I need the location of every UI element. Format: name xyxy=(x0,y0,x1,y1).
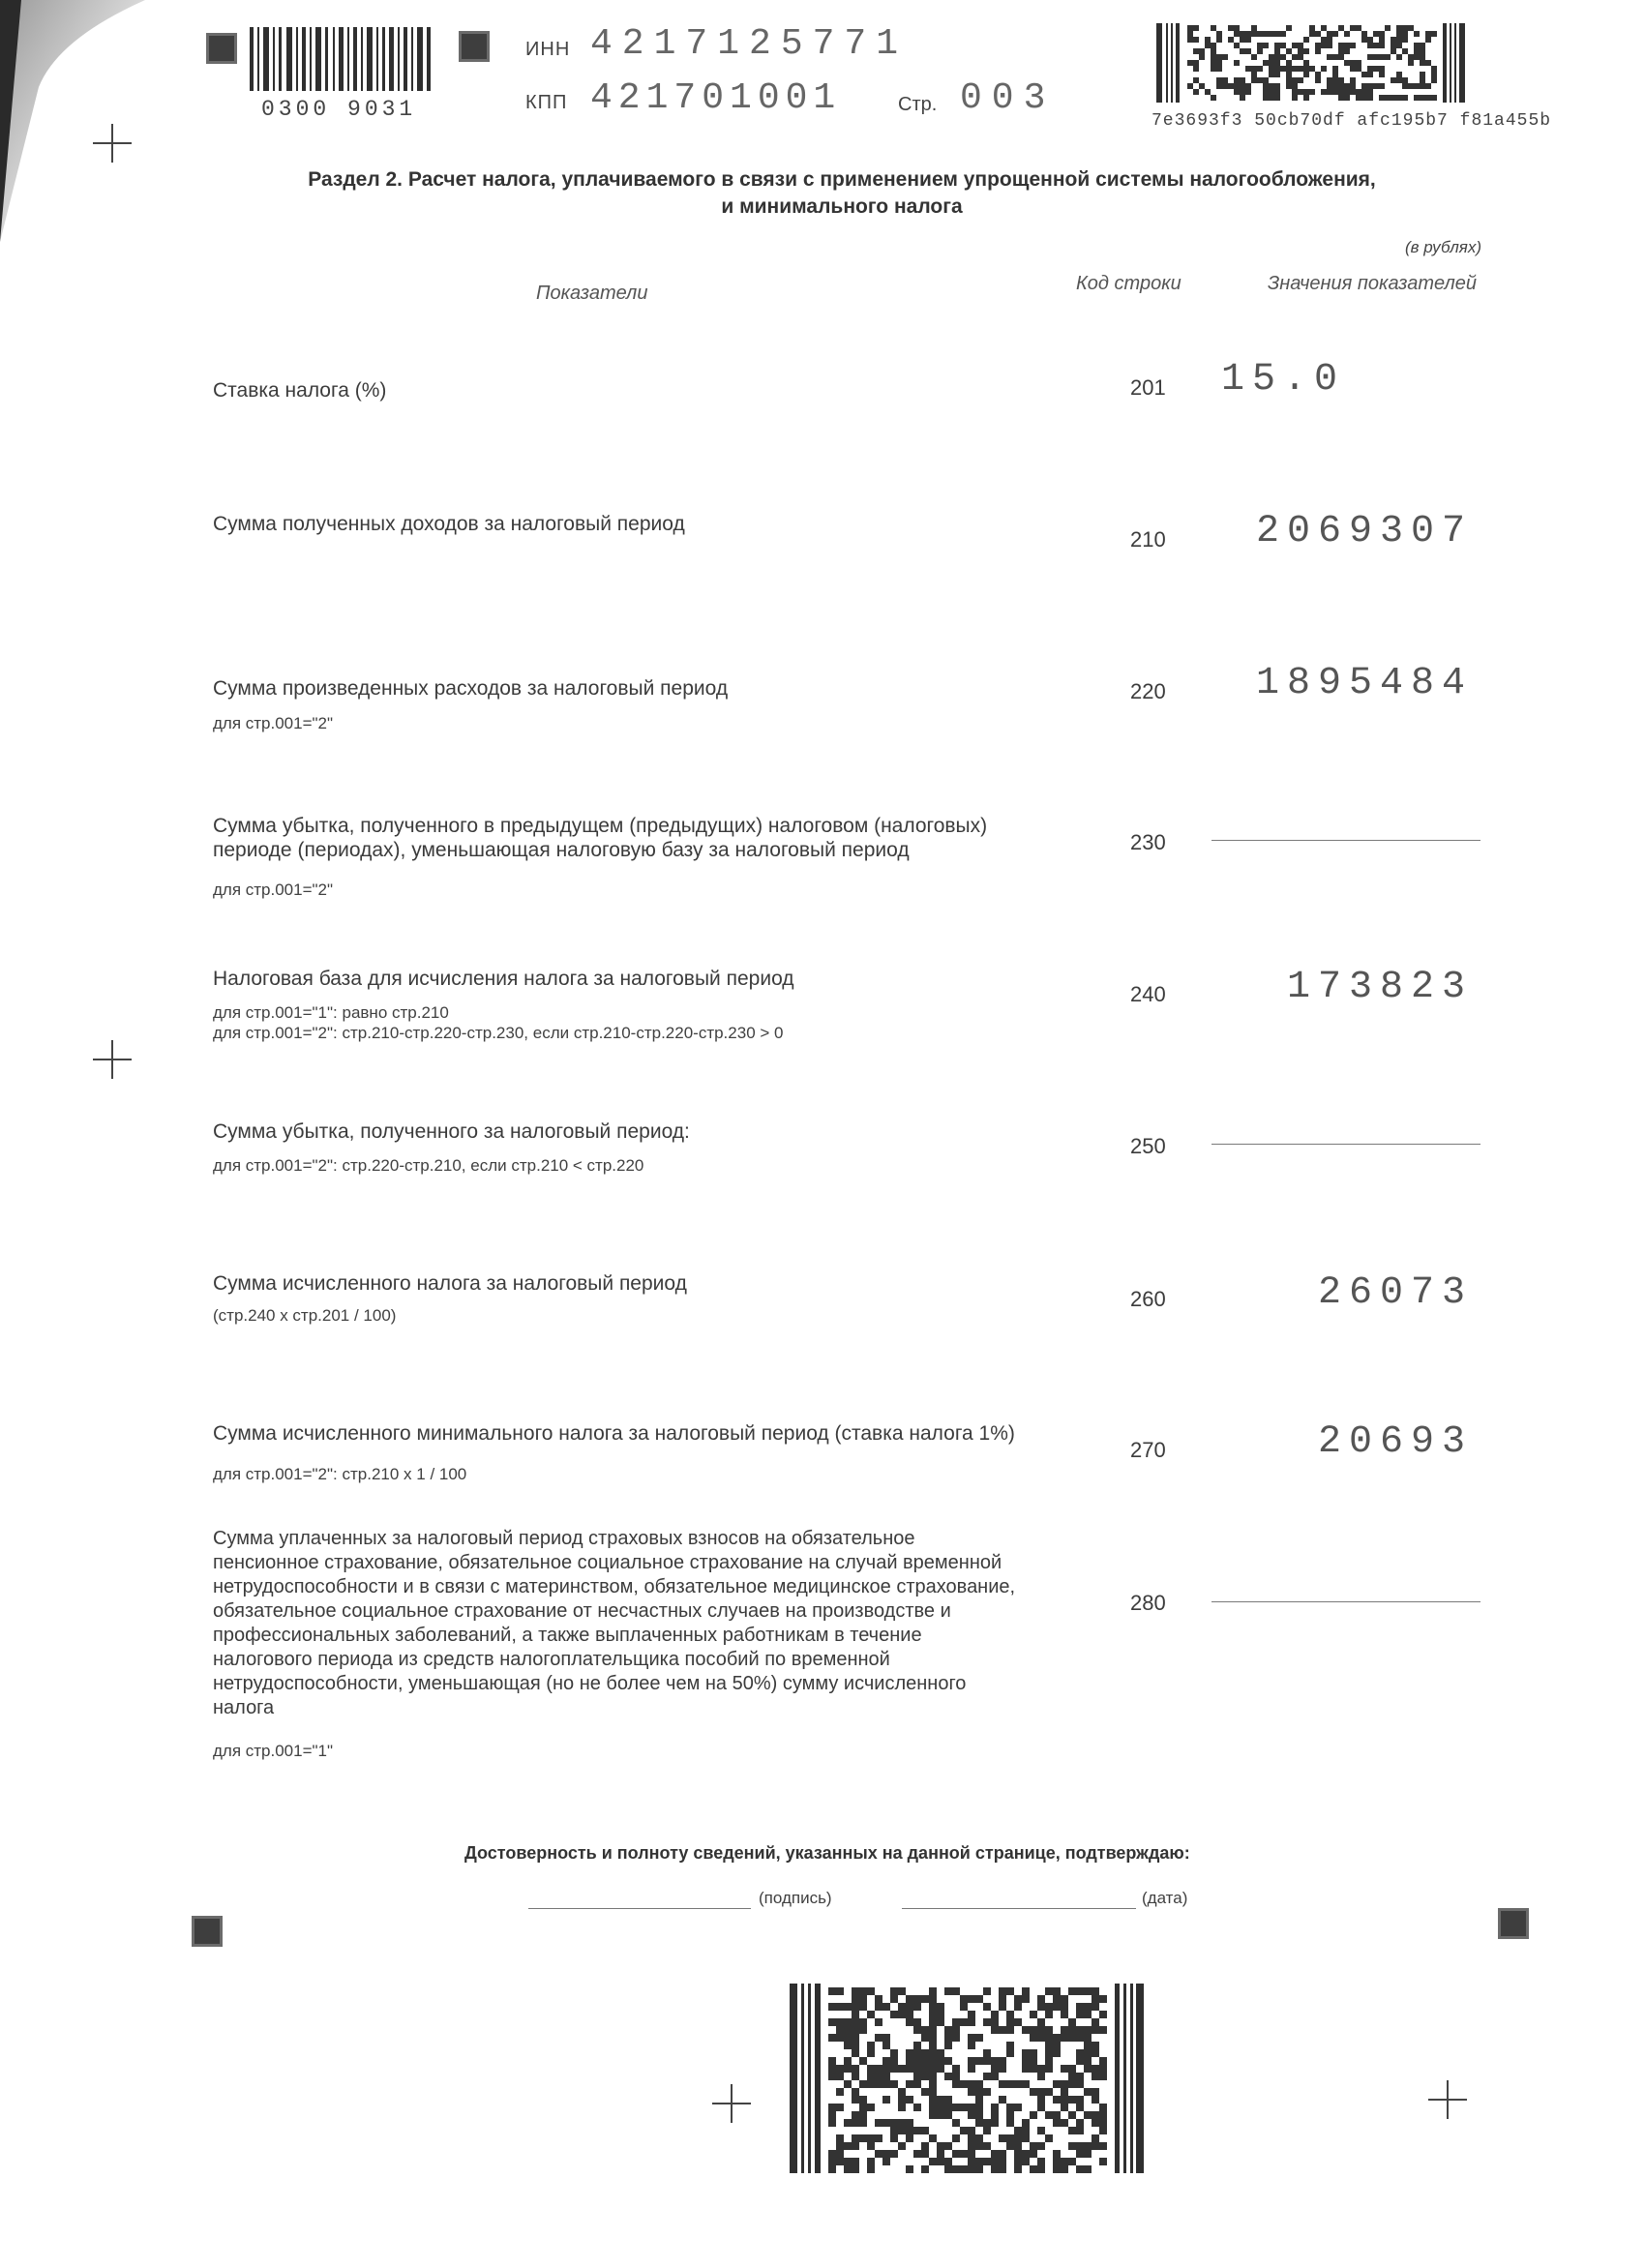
registration-cross-top-left xyxy=(93,124,132,163)
registration-cross-bottom-right xyxy=(1428,2080,1467,2119)
row-230-title: Сумма убытка, полученного в предыдущем (предыдущих) налоговом (налоговых) xyxy=(213,815,988,837)
row-260-value: 26073 xyxy=(1317,1271,1473,1315)
section-title xyxy=(174,166,1510,221)
row-250-note: для стр.001="2": стр.220-стр.210, если стр.210 < стр.220 xyxy=(213,1156,644,1175)
column-header-code: Код строки xyxy=(1076,273,1181,294)
signature-line xyxy=(528,1908,751,1909)
row-210-title: Сумма полученных доходов за налоговый период xyxy=(213,513,685,535)
row-250-code: 250 xyxy=(1130,1134,1166,1158)
barcode-2d-bottom xyxy=(790,1984,1144,2173)
row-201-title: Ставка налога (%) xyxy=(213,379,387,402)
row-260-title: Сумма исчисленного налога за налоговый период xyxy=(213,1272,687,1295)
section-title-line2: и минимального налога xyxy=(721,195,963,218)
row-220-note: для стр.001="2" xyxy=(213,714,334,732)
row-240-note-2: для стр.001="2": стр.210-стр.220-стр.230, если стр.210-стр.220-стр.230 > 0 xyxy=(213,1024,784,1042)
row-280-line: обязательное социальное страхование от несчастных случаев на производстве и xyxy=(213,1600,951,1622)
barcode-top-left xyxy=(250,27,434,91)
row-280-note: для стр.001="1" xyxy=(213,1742,334,1760)
row-280-line: нетрудоспособности и в связи с материнством, обязательное медицинское страхование, xyxy=(213,1576,1016,1597)
inn-value xyxy=(590,23,908,65)
kpp-value: 421701001 xyxy=(590,77,842,119)
date-label: (дата) xyxy=(1142,1889,1188,1907)
row-260-code: 260 xyxy=(1130,1287,1166,1311)
alignment-square-bottom-left xyxy=(192,1916,223,1947)
row-230-note: для стр.001="2" xyxy=(213,880,334,899)
row-250-empty-value xyxy=(1211,1144,1480,1145)
alignment-square-bottom-right xyxy=(1498,1908,1529,1939)
confirmation-text: Достоверность и полноту сведений, указанных на данной странице, подтверждаю: xyxy=(464,1843,1190,1863)
row-201-code: 201 xyxy=(1130,375,1166,400)
row-220-code: 220 xyxy=(1130,679,1166,703)
row-260-note: (стр.240 х стр.201 / 100) xyxy=(213,1306,397,1325)
alignment-square-top-center xyxy=(459,31,490,62)
row-240-title: Налоговая база для исчисления налога за налоговый период xyxy=(213,968,794,990)
row-280-code: 280 xyxy=(1130,1591,1166,1615)
row-280-empty-value xyxy=(1211,1601,1480,1602)
signature-label: (подпись) xyxy=(759,1889,832,1907)
row-201-value: 15.0 xyxy=(1221,358,1346,402)
row-280-line: пенсионное страхование, обязательное социальное страхование на случай временной xyxy=(213,1552,1002,1573)
date-line xyxy=(902,1908,1136,1909)
row-280-title xyxy=(213,1527,1015,1720)
row-270-code: 270 xyxy=(1130,1438,1166,1462)
row-240-code: 240 xyxy=(1130,982,1166,1006)
barcode-2d-top-right xyxy=(1156,23,1466,103)
column-header-indicators: Показатели xyxy=(536,283,648,304)
row-240-value: 173823 xyxy=(1286,966,1473,1009)
row-270-note: для стр.001="2": стр.210 х 1 / 100 xyxy=(213,1465,467,1483)
row-220-value: 1895484 xyxy=(1255,662,1473,705)
page-label: Стр. xyxy=(898,94,938,115)
row-220-title: Сумма произведенных расходов за налоговый период xyxy=(213,677,729,700)
row-280-line: нетрудоспособности, уменьшающая (но не более чем на 50%) сумму исчисленного xyxy=(213,1673,967,1694)
scan-corner-fold xyxy=(0,0,184,252)
document-hash: 7e3693f3 50cb70df afc195b7 f81a455b xyxy=(1152,111,1552,131)
barcode-number: 0300 9031 xyxy=(261,97,417,122)
row-270-value: 20693 xyxy=(1317,1420,1473,1464)
inn-label: ИНН xyxy=(525,39,571,60)
row-270-title: Сумма исчисленного минимального налога за налоговый период (ставка налога 1%) xyxy=(213,1422,1015,1445)
row-230-empty-value xyxy=(1211,840,1480,841)
alignment-square-top-left xyxy=(206,33,237,64)
kpp-label: КПП xyxy=(525,92,568,113)
page-value: 003 xyxy=(960,77,1056,119)
row-280-line: Сумма уплаченных за налоговый период страховых взносов на обязательное xyxy=(213,1528,915,1549)
column-header-values: Значения показателей xyxy=(1268,273,1478,294)
registration-cross-middle-left xyxy=(93,1040,132,1079)
row-280-line: налога xyxy=(213,1697,275,1718)
row-230-code: 230 xyxy=(1130,830,1166,854)
row-230-title-cont: периоде (периодах), уменьшающая налоговую базу за налоговый период xyxy=(213,839,910,861)
row-240-note-1: для стр.001="1": равно стр.210 xyxy=(213,1003,449,1022)
inn-value-digits: 421712577 xyxy=(590,23,877,65)
row-280-line: профессиональных заболеваний, а также выплаченных работникам в течение xyxy=(213,1625,922,1646)
row-280-line: налогового периода из средств налогоплательщика пособий по временной xyxy=(213,1649,890,1670)
row-250-title: Сумма убытка, полученного за налоговый период: xyxy=(213,1120,690,1143)
row-210-code: 210 xyxy=(1130,527,1166,552)
section-title-line1: Раздел 2. Расчет налога, уплачиваемого в связи с применением упрощенной системы налогообложения, xyxy=(308,168,1376,191)
units-note: (в рублях) xyxy=(1405,238,1482,256)
row-210-value: 2069307 xyxy=(1255,510,1473,553)
inn-value-tail: 1 xyxy=(876,23,909,65)
registration-cross-bottom-left xyxy=(712,2084,751,2123)
